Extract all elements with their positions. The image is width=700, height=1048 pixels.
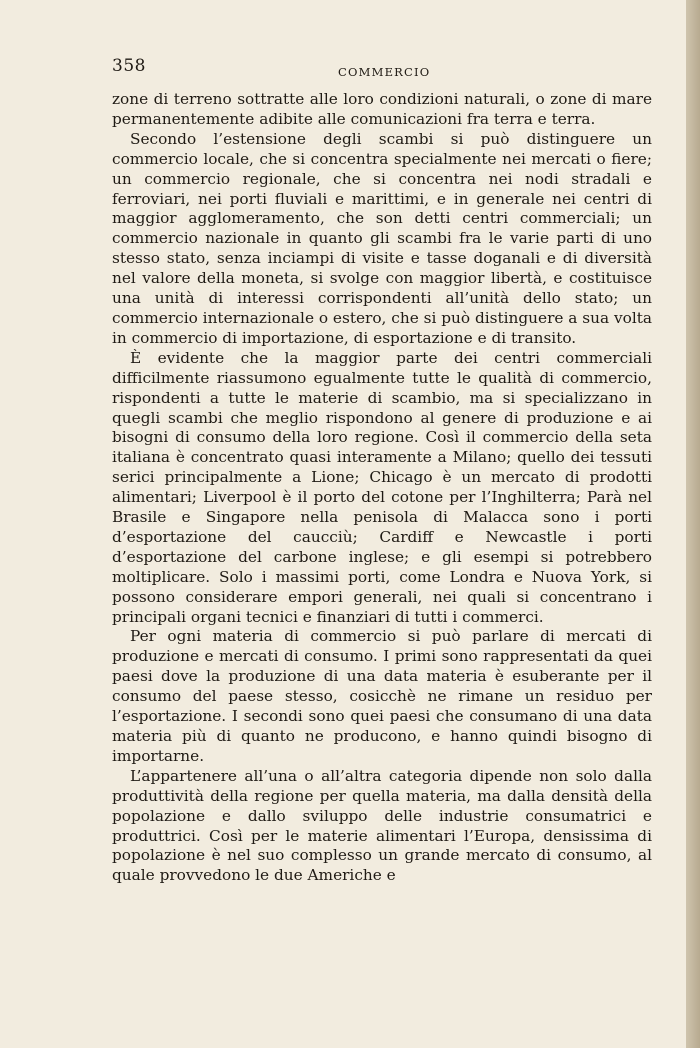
page-number: 358	[112, 56, 146, 76]
page-header	[112, 56, 652, 80]
paragraph-commercial-centers: È evidente che la maggior parte dei centri commerciali difficilmente riassumono egualmente tutte le qualità di commercio, rispondenti a tutte le materie di scambio, ma si specializzano in quegli scambi che meglio rispondono al genere di produzione e ai bisogni di consumo della loro regione. Così il commercio della seta italiana è concentrato quasi interamente a Milano; quello dei tessuti serici principalmente a Lione; Chicago è un mercato di prodotti alimentari; Liverpool è il porto del cotone per l’Inghilterra; Parà nel Brasile e Singapore nella penisola di Malacca sono i porti d’esportazione del caucciù; Cardiff e Newcastle i porti d’esportazione del carbone inglese; e gli esempi si potrebbero moltiplicare. Solo i massimi porti, come Londra e Nuova York, si possono considerare empori generali, nei quali si concentrano i principali organi tecnici e finanziari di tutti i commerci.	[112, 348, 652, 626]
paragraph-category: L’appartenere all’una o all’altra categoria dipende non solo dalla produttività della regione per quella materia, ma dalla densità della popolazione e dallo sviluppo delle industrie consumatrici e produttrici. Così per le materie alimentari l’Europa, densissima di popolazione è nel suo complesso un grande mercato di consumo, al quale provvedono le due Americhe e	[112, 766, 652, 885]
body-text	[112, 90, 652, 886]
running-head: COMMERCIO	[338, 65, 431, 79]
paragraph-markets: Per ogni materia di commercio si può parlare di mercati di produzione e mercati di consumo. I primi sono rappresentati da quei paesi dove la produzione di una data materia è esuberante per il consumo del paese stesso, cosicchè ne rimane un residuo per l’esportazione. I secondi sono quei paesi che consumano di una data materia più di quanto ne producono, e hanno quindi bisogno di importarne.	[112, 627, 652, 765]
page-edge-shadow	[686, 0, 700, 1048]
paragraph-continuation: zone di terreno sottratte alle loro condizioni naturali, o zone di mare permanentemente adibite alle comunicazioni fra terra e terra.	[112, 90, 652, 128]
paragraph-commerce-types: Secondo l’estensione degli scambi si può distinguere un commercio locale, che si concentra specialmente nei mercati o fiere; un commercio regionale, che si concentra nei nodi stradali e ferroviari, nei porti fluviali e marittimi, e in generale nei centri di maggior agglomeramento, che son detti centri commerciali; un commercio nazionale in quanto gli scambi fra le varie parti di uno stesso stato, senza inciampi di visite e tasse doganali e di diversità nel valore della moneta, si svolge con maggior libertà, e costituisce una unità di interessi corrispondenti all’unità dello stato; un commercio internazionale o estero, che si può distinguere a sua volta in commercio di importazione, di esportazione e di transito.	[112, 129, 652, 347]
